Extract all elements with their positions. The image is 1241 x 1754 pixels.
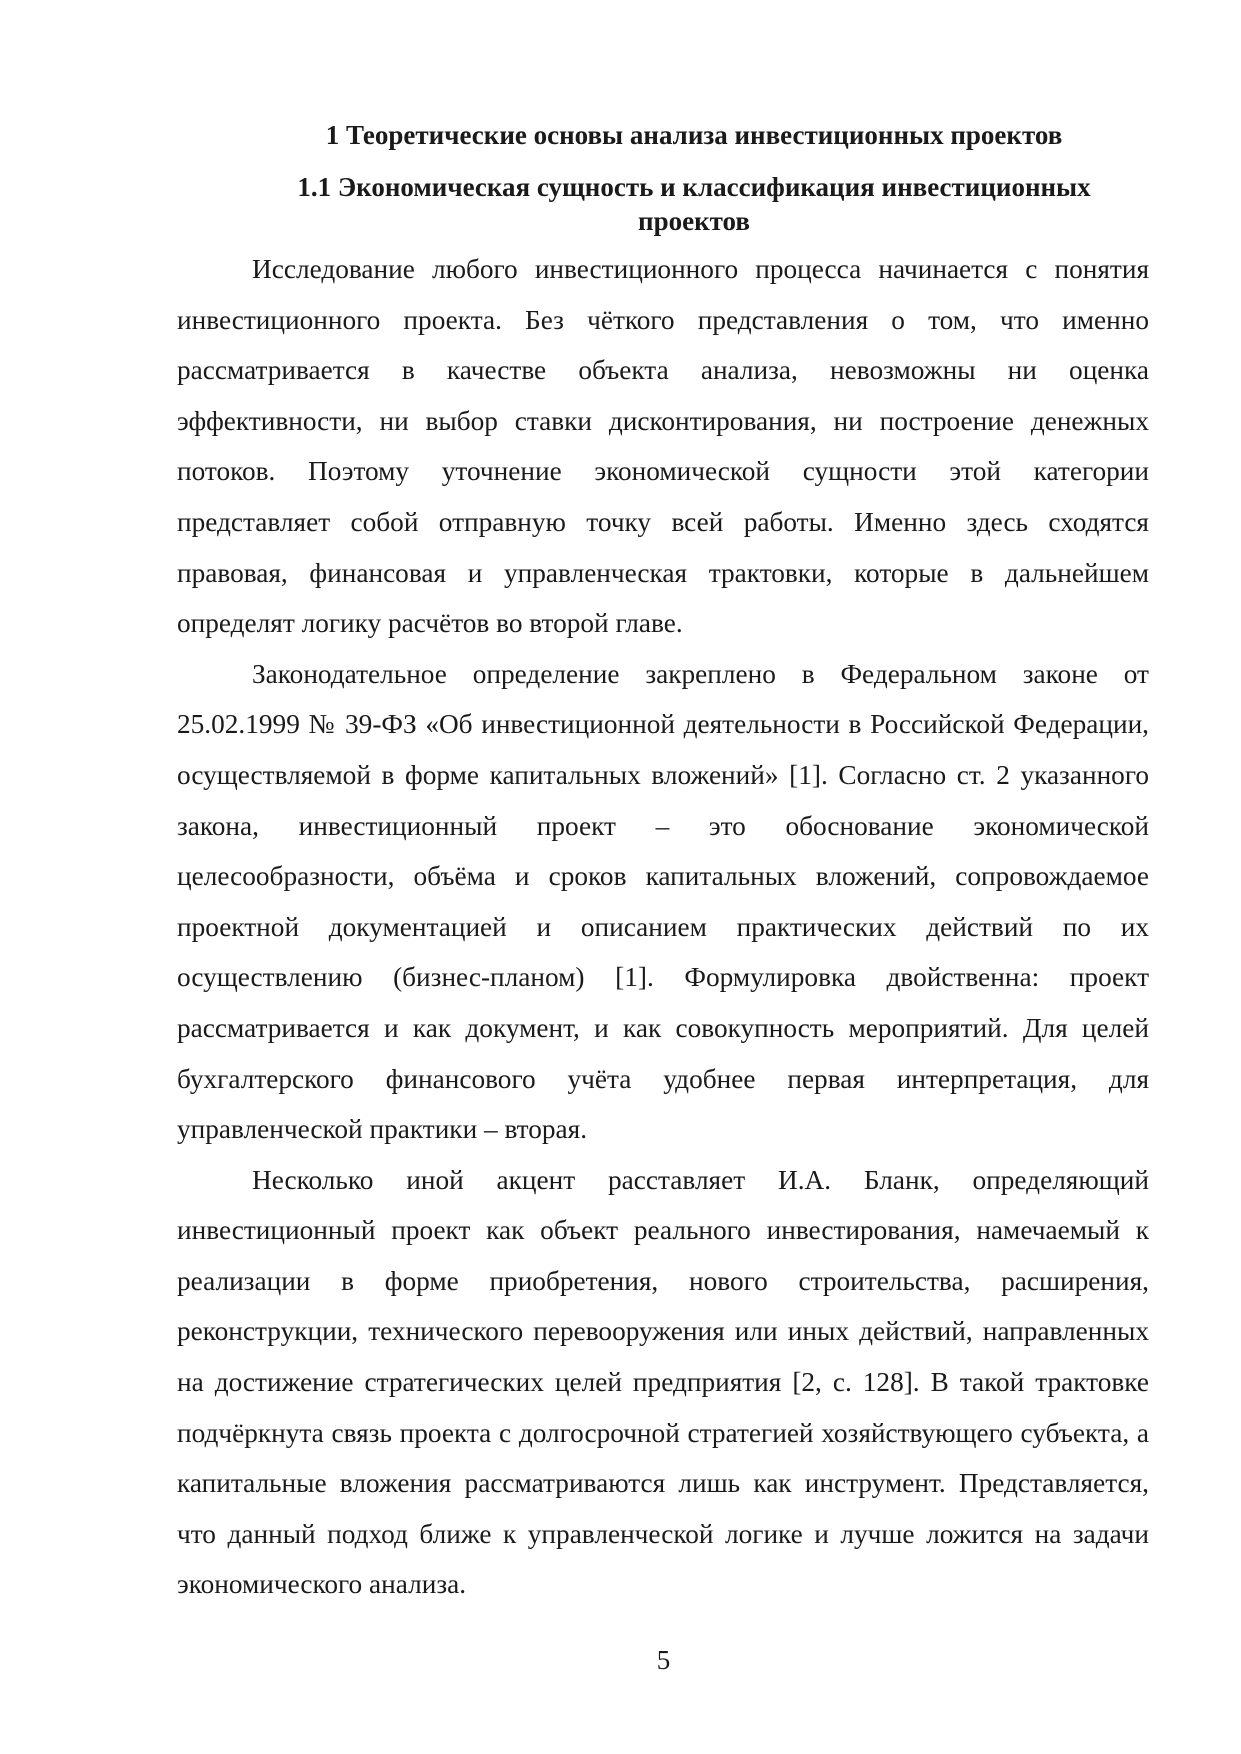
body-text [177, 244, 1149, 1610]
paragraph: Законодательное определение закреплено в Федеральном законе от 25.02.1999 № 39-ФЗ «Об инвестиционной деятельности в Российской Федерации, осуществляемой в форме капитальных вложений» [1]. Согласно ст. 2 указанного закона, инвестиционный проект – это обоснование экономической целесообразности, объёма и сроков капитальных вложений, сопровождаемое проектной документацией и описанием практических действий по их осуществлению (бизнес-планом) [1]. Формулировка двойственна: проект рассматривается и как документ, и как совокупность мероприятий. Для целей бухгалтерского финансового учёта удобнее первая интерпретация, для управленческой практики – вторая. [177, 658, 1149, 1145]
page-content [177, 118, 1149, 1610]
section-heading: 1.1 Экономическая сущность и классификация инвестиционных проектов [297, 172, 1091, 236]
paragraph: Исследование любого инвестиционного процесса начинается с понятия инвестиционного проекта. Без чёткого представления о том, что именно рассматривается в качестве объекта анализа, невозможны ни оценка эффективности, ни выбор ставки дисконтирования, ни построение денежных потоков. Поэтому уточнение экономической сущности этой категории представляет собой отправную точку всей работы. Именно здесь сходятся правовая, финансовая и управленческая трактовки, которые в дальнейшем определят логику расчётов во второй главе. [177, 254, 1149, 639]
chapter-heading: 1 Теоретические основы анализа инвестиционных проектов [325, 120, 1063, 150]
page-number: 5 [656, 1645, 671, 1675]
paragraph: Несколько иной акцент расставляет И.А. Бланк, определяющий инвестиционный проект как объект реального инвестирования, намечаемый к реализации в форме приобретения, нового строительства, расширения, реконструкции, технического перевооружения или иных действий, направленных на достижение стратегических целей предприятия [2, с. 128]. В такой трактовке подчёркнута связь проекта с долгосрочной стратегией хозяйствующего субъекта, а капитальные вложения рассматриваются лишь как инструмент. Представляется, что данный подход ближе к управленческой логике и лучше ложится на задачи экономического анализа. [177, 1164, 1149, 1600]
